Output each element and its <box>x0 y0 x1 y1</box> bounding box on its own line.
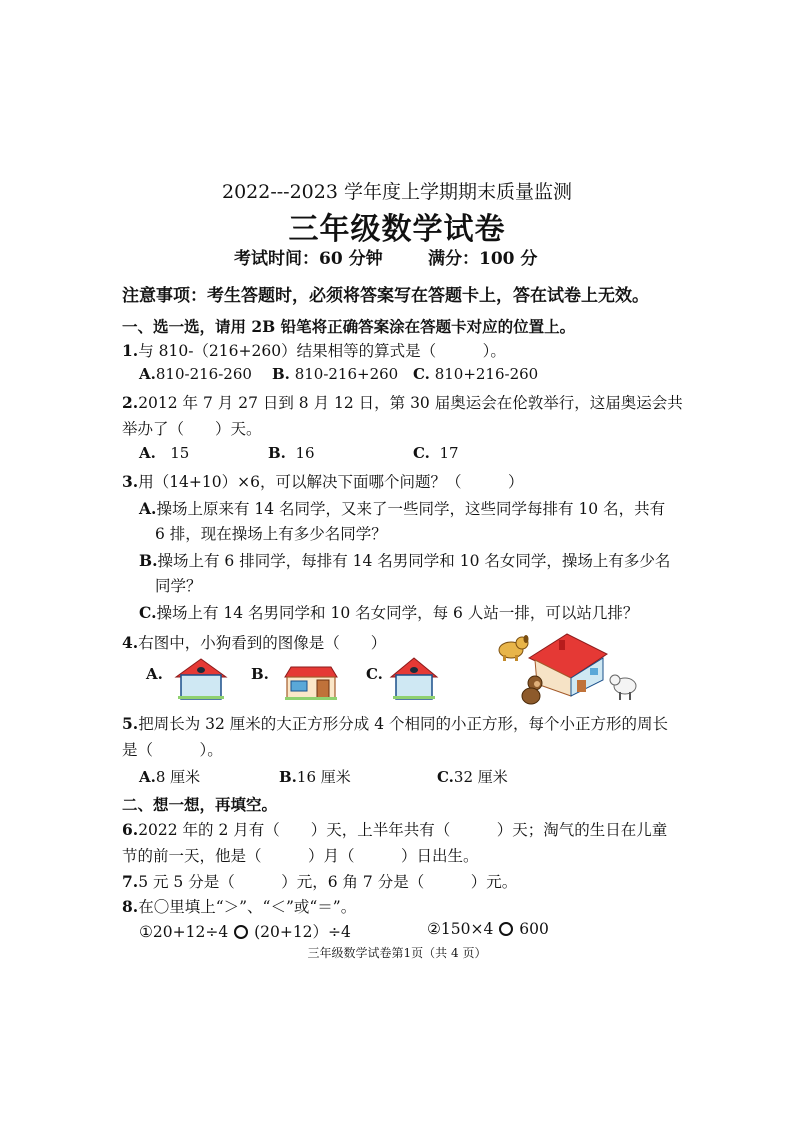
house-view-c-icon <box>388 655 440 701</box>
house-view-a-icon <box>172 655 230 701</box>
option-text: 810-216+260 <box>294 365 399 383</box>
q4-option-a-label: A. <box>146 665 163 683</box>
question-6-line-1 <box>122 818 667 840</box>
question-number: 8. <box>122 897 139 916</box>
q3-option-b-line-1 <box>139 549 670 571</box>
question-3 <box>122 470 523 492</box>
q2-option-c <box>413 444 459 462</box>
q1-option-c <box>413 365 538 383</box>
question-2-line-1 <box>122 391 683 413</box>
q8-item-1-left: ①20+12÷4 <box>139 923 229 941</box>
section-2-heading: 二、想一想，再填空。 <box>122 795 278 814</box>
question-text: 与 810-（216+260）结果相等的算式是（ ）。 <box>138 342 506 360</box>
option-text: 操场上原来有 14 名同学，又来了一些同学，这些同学每排有 10 名，共有 <box>156 500 666 518</box>
option-label: C. <box>413 365 430 383</box>
question-5-line-1 <box>122 712 668 734</box>
q2-option-a <box>139 444 189 462</box>
monkey-icon <box>522 676 542 704</box>
question-text: 5 元 5 分是（ ）元，6 角 7 分是（ ）元。 <box>138 873 518 891</box>
option-label: B. <box>272 365 290 383</box>
question-7 <box>122 870 517 892</box>
q5-option-c <box>437 766 508 787</box>
q8-item-2 <box>427 920 549 938</box>
question-number: 5. <box>122 714 139 733</box>
question-6-line-2: 节的前一天，他是（ ）月（ ）日出生。 <box>122 847 479 865</box>
option-text: 8 厘米 <box>155 768 201 786</box>
page-footer: 三年级数学试卷第1页（共 4 页） <box>307 946 487 960</box>
option-label: C. <box>139 603 157 622</box>
q3-option-a-line-1 <box>139 497 665 519</box>
question-number: 1. <box>122 341 139 360</box>
q8-item-2-left: ②150×4 <box>427 920 494 938</box>
exam-time: 考试时间：60 分钟 <box>234 249 383 269</box>
option-label: C. <box>437 768 454 786</box>
option-label: B. <box>268 444 286 462</box>
option-text: 15 <box>170 444 190 462</box>
question-2-line-2: 举办了（ ）天。 <box>122 420 262 438</box>
question-number: 7. <box>122 872 139 891</box>
exam-full-score: 满分：100 分 <box>428 249 538 269</box>
q8-item-2-right: 600 <box>519 920 549 938</box>
q4-option-c-label: C. <box>366 665 383 683</box>
option-text: 操场上有 6 排同学，每排有 14 名男同学和 10 名女同学，操场上有多少名 <box>157 552 671 570</box>
lamb-icon <box>610 675 636 700</box>
house-view-b-icon <box>281 655 341 701</box>
q1-option-a <box>139 365 252 383</box>
puppy-icon <box>499 635 529 661</box>
exam-notice: 注意事项：考生答题时，必须将答案写在答题卡上，答在试卷上无效。 <box>122 286 649 306</box>
question-text: 用（14+10）×6，可以解决下面哪个问题？（ ） <box>138 473 524 491</box>
q2-option-b <box>268 444 315 462</box>
question-5-line-2: 是（ ）。 <box>122 741 223 759</box>
q5-option-b <box>279 766 351 787</box>
exam-subtitle: 2022---2023 学年度上学期期末质量监测 <box>221 181 572 203</box>
option-label: A. <box>139 365 156 383</box>
q1-option-b <box>272 365 398 383</box>
question-text: 把周长为 32 厘米的大正方形分成 4 个相同的小正方形，每个小正方形的周长 <box>138 715 668 733</box>
exam-title: 三年级数学试卷 <box>288 212 506 247</box>
option-label: A. <box>139 499 157 518</box>
option-text: 16 <box>295 444 315 462</box>
q5-option-a <box>139 766 200 787</box>
house-scene-illustration <box>495 628 647 708</box>
q3-option-a-line-2: 6 排，现在操场上有多少名同学？ <box>155 525 387 543</box>
option-label: C. <box>413 444 430 462</box>
question-text: 在〇里填上“＞”、“＜”或“＝”。 <box>138 898 357 916</box>
option-text: 810-216-260 <box>155 365 252 383</box>
question-text: 2012 年 7 月 27 日到 8 月 12 日，第 30 届奥运会在伦敦举行，这届奥运会共 <box>138 394 683 412</box>
question-text: 右图中，小狗看到的图像是（ ） <box>138 634 387 652</box>
option-text: 17 <box>439 444 459 462</box>
q4-option-b-label: B. <box>251 665 269 683</box>
q3-option-b-line-2: 同学？ <box>155 577 202 595</box>
question-number: 6. <box>122 820 139 839</box>
option-text: 操场上有 14 名男同学和 10 名女同学，每 6 人站一排，可以站几排？ <box>156 604 639 622</box>
option-text: 810+216-260 <box>434 365 539 383</box>
option-label: B. <box>279 768 297 786</box>
section-1-heading: 一、选一选，请用 2B 铅笔将正确答案涂在答题卡对应的位置上。 <box>122 317 576 336</box>
option-label: A. <box>139 444 156 462</box>
q8-item-1 <box>139 920 351 942</box>
q8-item-1-right: (20+12）÷4 <box>254 923 351 941</box>
question-number: 4. <box>122 633 139 652</box>
compare-circle-icon[interactable] <box>234 925 248 939</box>
q3-option-c <box>139 601 638 623</box>
question-8 <box>122 895 356 917</box>
question-4 <box>122 631 386 653</box>
option-label: B. <box>139 551 158 570</box>
question-1 <box>122 339 506 361</box>
question-number: 3. <box>122 472 139 491</box>
option-text: 16 厘米 <box>296 768 351 786</box>
question-number: 2. <box>122 393 139 412</box>
question-text: 2022 年的 2 月有（ ）天，上半年共有（ ）天；淘气的生日在儿童 <box>138 821 668 839</box>
compare-circle-icon[interactable] <box>499 922 513 936</box>
option-text: 32 厘米 <box>453 768 508 786</box>
option-label: A. <box>139 768 156 786</box>
